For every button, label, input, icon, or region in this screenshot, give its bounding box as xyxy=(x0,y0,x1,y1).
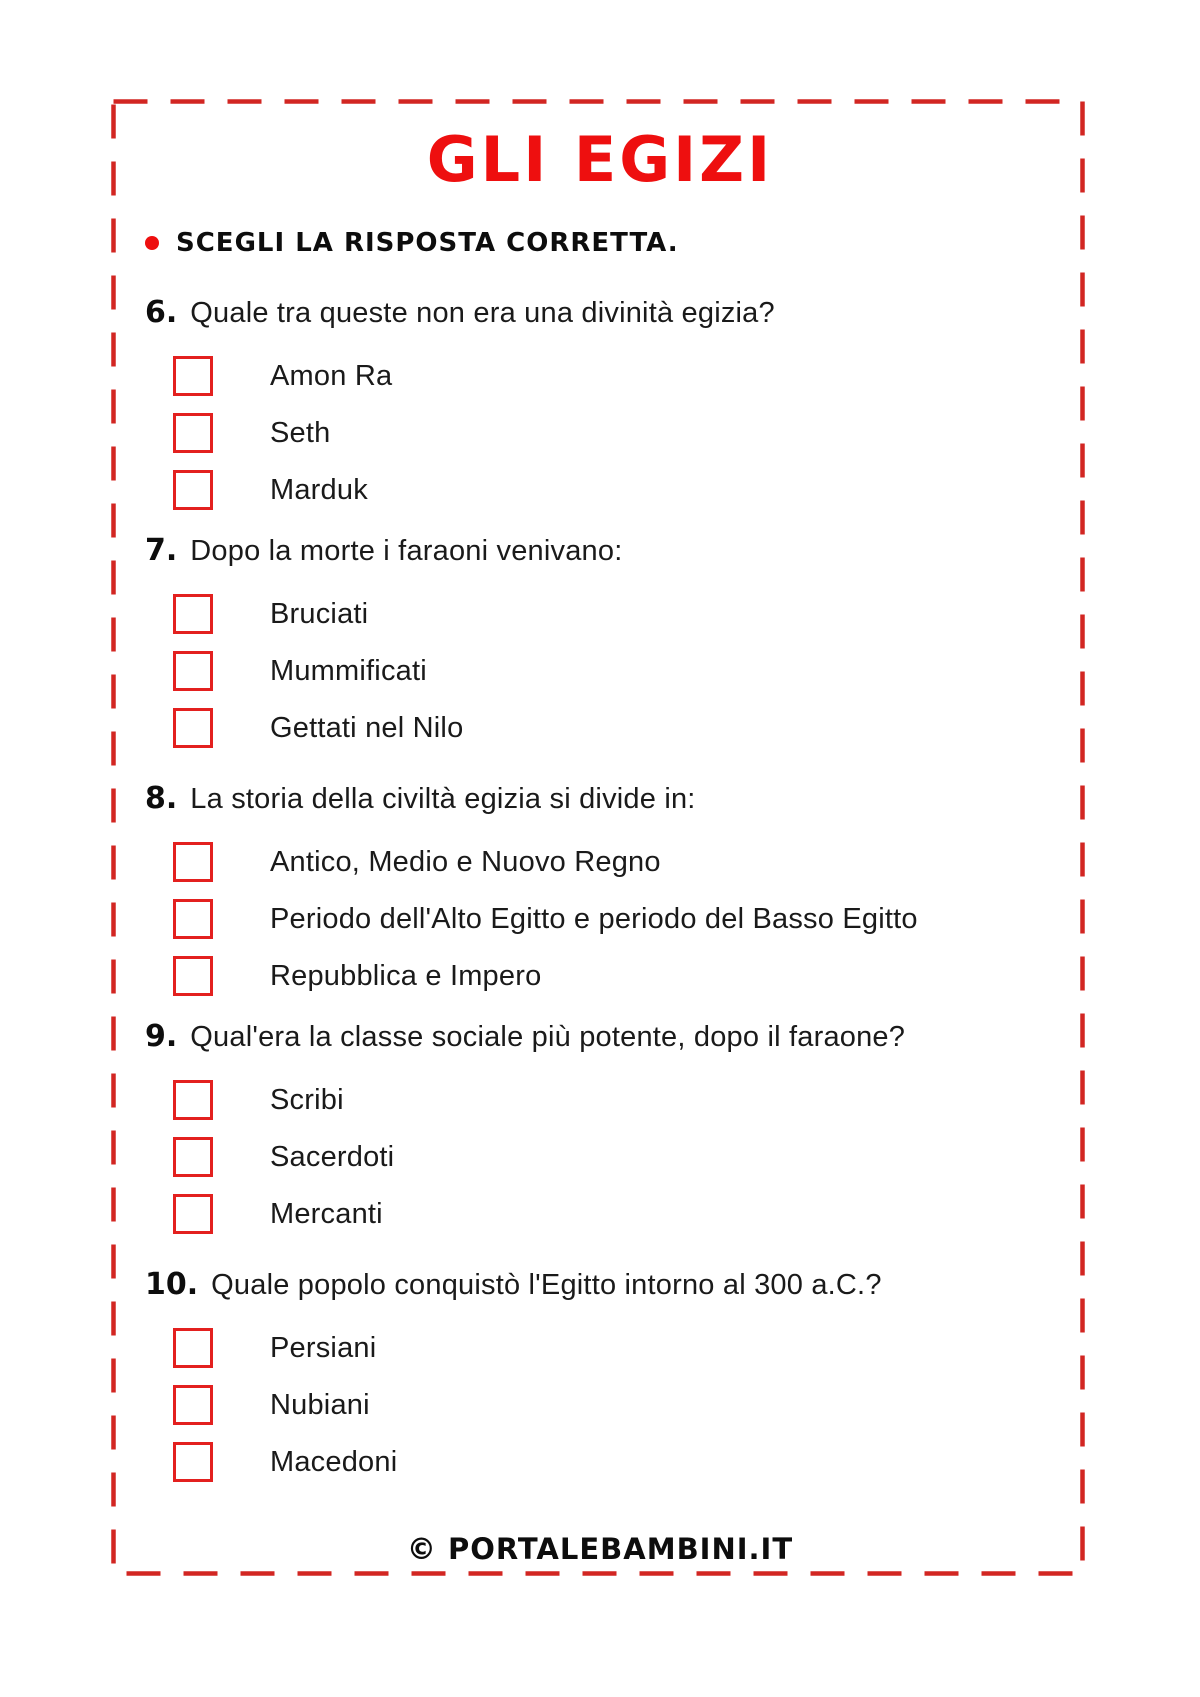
option-label: Macedoni xyxy=(270,1445,398,1478)
option-row xyxy=(145,594,1080,634)
answer-checkbox[interactable] xyxy=(173,842,213,882)
footer-credit: © PORTALEBAMBINI.IT xyxy=(406,1532,794,1566)
page-title: GLI EGIZI xyxy=(426,123,774,196)
option-row xyxy=(145,842,1080,882)
option-label: Sacerdoti xyxy=(270,1140,395,1173)
answer-checkbox[interactable] xyxy=(173,1194,213,1234)
answer-checkbox[interactable] xyxy=(173,899,213,939)
question-heading xyxy=(145,782,1080,816)
answer-checkbox[interactable] xyxy=(173,413,213,453)
answer-checkbox[interactable] xyxy=(173,1385,213,1425)
option-row xyxy=(145,899,1080,939)
option-row xyxy=(145,708,1080,748)
option-label: Amon Ra xyxy=(270,359,393,392)
answer-checkbox[interactable] xyxy=(173,594,213,634)
option-label: Antico, Medio e Nuovo Regno xyxy=(270,845,661,878)
question-number: 7. xyxy=(145,533,178,568)
option-label: Persiani xyxy=(270,1331,377,1364)
question-6 xyxy=(145,296,1080,510)
option-label: Mercanti xyxy=(270,1197,383,1230)
instruction-text: SCEGLI LA RISPOSTA CORRETTA. xyxy=(176,228,679,258)
answer-checkbox[interactable] xyxy=(173,1442,213,1482)
answer-checkbox[interactable] xyxy=(173,651,213,691)
option-label: Marduk xyxy=(270,473,368,506)
option-label: Mummificati xyxy=(270,654,427,687)
option-row xyxy=(145,413,1080,453)
option-row xyxy=(145,651,1080,691)
question-text: Quale tra queste non era una divinità egizia? xyxy=(190,297,775,329)
answer-checkbox[interactable] xyxy=(173,1080,213,1120)
option-row xyxy=(145,1080,1080,1120)
question-heading xyxy=(145,1268,1080,1302)
question-9 xyxy=(145,1020,1080,1234)
question-heading xyxy=(145,534,1080,568)
option-label: Bruciati xyxy=(270,597,369,630)
option-row xyxy=(145,356,1080,396)
question-8 xyxy=(145,782,1080,996)
option-row xyxy=(145,1385,1080,1425)
bullet-icon xyxy=(145,236,159,250)
option-row xyxy=(145,1137,1080,1177)
answer-checkbox[interactable] xyxy=(173,1328,213,1368)
option-row xyxy=(145,1194,1080,1234)
answer-checkbox[interactable] xyxy=(173,708,213,748)
option-row xyxy=(145,1442,1080,1482)
option-row xyxy=(145,470,1080,510)
answer-checkbox[interactable] xyxy=(173,356,213,396)
answer-checkbox[interactable] xyxy=(173,956,213,996)
question-heading xyxy=(145,296,1080,330)
option-label: Seth xyxy=(270,416,331,449)
answer-checkbox[interactable] xyxy=(173,470,213,510)
option-row xyxy=(145,956,1080,996)
question-10 xyxy=(145,1268,1080,1482)
question-number: 10. xyxy=(145,1267,199,1302)
question-number: 6. xyxy=(145,295,178,330)
option-label: Nubiani xyxy=(270,1388,370,1421)
instruction-row xyxy=(145,226,679,260)
question-number: 8. xyxy=(145,781,178,816)
option-label: Periodo dell'Alto Egitto e periodo del Basso Egitto xyxy=(270,902,918,935)
question-7 xyxy=(145,534,1080,748)
question-text: Quale popolo conquistò l'Egitto intorno al 300 a.C.? xyxy=(211,1269,882,1301)
question-number: 9. xyxy=(145,1019,178,1054)
question-text: Dopo la morte i faraoni venivano: xyxy=(190,535,623,567)
question-text: La storia della civiltà egizia si divide in: xyxy=(190,783,696,815)
question-heading xyxy=(145,1020,1080,1054)
option-label: Scribi xyxy=(270,1083,344,1116)
option-row xyxy=(145,1328,1080,1368)
option-label: Gettati nel Nilo xyxy=(270,711,464,744)
question-text: Qual'era la classe sociale più potente, dopo il faraone? xyxy=(190,1021,906,1053)
answer-checkbox[interactable] xyxy=(173,1137,213,1177)
option-label: Repubblica e Impero xyxy=(270,959,542,992)
